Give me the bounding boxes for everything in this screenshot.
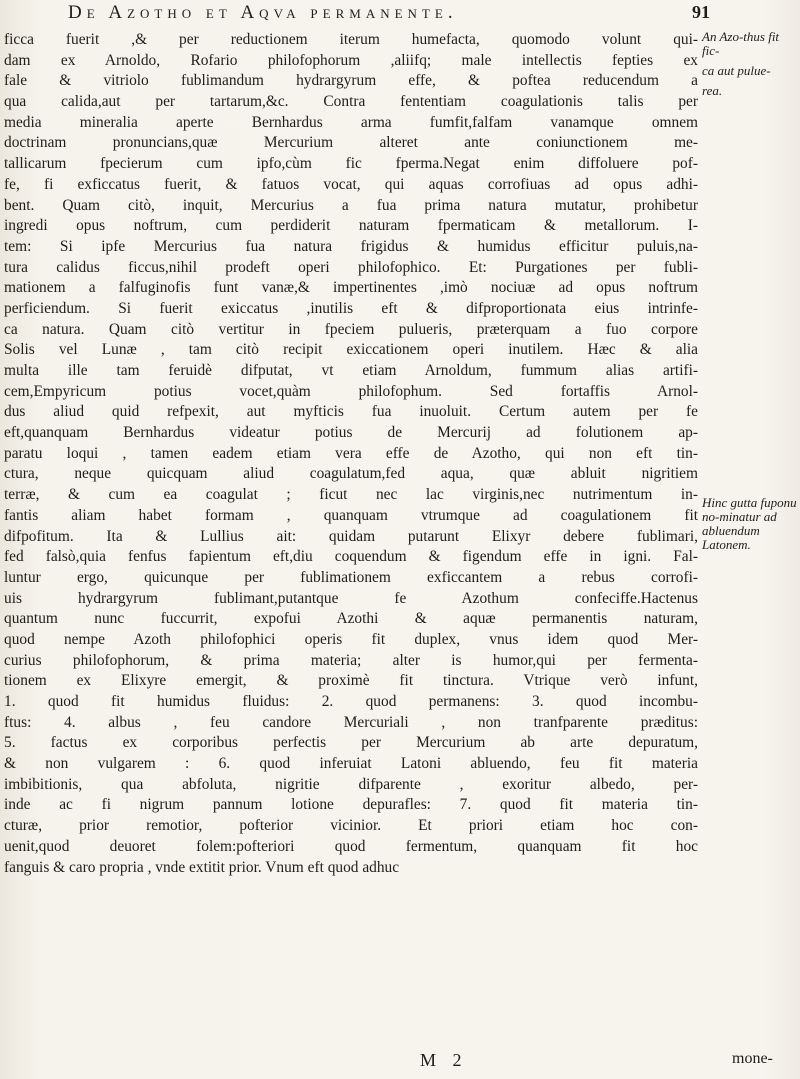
body-text — [4, 30, 698, 878]
text-line: inde ac fi nigrum pannum lotione depurafles: 7. quod fit materia tin- — [4, 796, 698, 814]
text-line: ingredi opus noftrum, cum perdiderit naturam fpermaticam & metallorum. I- — [4, 217, 698, 235]
text-line: ctura, neque quicquam aliud coagulatum,fed aqua, quæ abluit nigritiem — [4, 465, 698, 483]
text-line: quantum nunc fuccurrit, expofui Azothi & aquæ permanentis naturam, — [4, 610, 698, 628]
page-number: 91 — [692, 2, 710, 22]
text-line: perficiendum. Si fuerit exiccatus ,inutilis eft & difproportionata eius intrinfe- — [4, 299, 698, 317]
text-line: cturæ, prior remotior, pofterior vicinior. Et priori etiam hoc con- — [4, 817, 698, 835]
text-line: bent. Quam citò, inquit, Mercurius a fua prima natura mutatur, prohibetur — [4, 196, 698, 214]
text-line: fale & vitriolo fublimandum hydrargyrum effe, & poftea reducendum a — [4, 72, 698, 90]
text-line: fanguis & caro propria , vnde extitit prior. Vnum eft quod adhuc — [4, 858, 400, 876]
catchword: mone- — [732, 1050, 773, 1067]
text-line: cem,Empyricum potius vocet,quàm philofophum. Sed fortaffis Arnol- — [4, 382, 698, 400]
text-line: dus aliud quid refpexit, aut myfticis fua inuoluit. Certum autem per fe — [4, 403, 698, 421]
text-line: tallicarum fpecierum cum ipfo,cùm fic fperma.Negat enim diffoluere pof- — [4, 155, 698, 173]
text-line: 1. quod fit humidus fluidus: 2. quod permanens: 3. quod incombu- — [4, 693, 698, 710]
text-line: media mineralia aperte Bernhardus arma fumfit,falfam vanamque omnem — [4, 113, 698, 131]
page-footer — [0, 1050, 800, 1076]
text-line: 5. factus ex corporibus perfectis per Mercurium ab arte depuratum, — [4, 734, 698, 752]
text-line: qua calida,aut per tartarum,&c. Contra fententiam coagulationis talis per — [4, 93, 698, 111]
text-line: multa ille tam feruidè difputat, vt etiam Arnoldum, fummum alias artifi- — [4, 362, 698, 379]
text-line: doctrinam pronuncians,quæ Mercurium alteret ante coniunctionem me- — [4, 134, 698, 152]
text-line: terræ, & cum ea coagulat ; ficut nec lac virginis,nec nutrimentum in- — [4, 486, 698, 504]
text-line: fed falsò,quia fenfus fapientum eft,diu coquendum & figendum effe in igni. Fal- — [4, 548, 698, 566]
running-head: De Azotho et Aqva permanente. — [68, 2, 458, 23]
text-line: ca natura. Quam citò vertitur in fpeciem pulueris, præterquam a fuo corpore — [4, 320, 698, 338]
signature-mark: M 2 — [420, 1050, 468, 1070]
text-line: difpofitum. Ita & Lullius ait: quidam putarunt Elixyr debere fublimari, — [4, 527, 698, 545]
margin-note: rea. — [702, 83, 723, 98]
text-line: quod nempe Azoth philofophici operis fit duplex, vnus idem quod Mer- — [4, 630, 698, 648]
text-line: dam ex Arnoldo, Rofario philofophorum ,aliifq; male intellectis fepties ex — [4, 51, 698, 69]
text-line: curius philofophorum, & prima materia; alter is humor,qui per fermenta- — [4, 651, 698, 669]
text-line: fe, fi exficcatus fuerit, & fatuos vocat, qui aquas corrofiuas ad opus adhi- — [4, 175, 698, 193]
text-line: ficca fuerit ,& per reductionem iterum humefacta, quomodo volunt qui- — [4, 31, 698, 48]
text-line: mationem a falfuginofis funt vanæ,& impertinentes ,imò nociuæ ad opus noftrum — [4, 279, 698, 297]
text-line: fantis aliam habet formam , quanquam vtrumque ad coagulationem fit — [4, 506, 698, 524]
text-line: ftus: 4. albus , feu candore Mercuriali , non tranfparente præditus: — [4, 713, 698, 731]
margin-note: Hinc gutta fuponu no-minatur ad abluendum Latonem. — [702, 495, 797, 552]
margin-note: ca aut pulue- — [702, 63, 771, 78]
text-line: luntur ergo, quicunque per fublimationem exficcantem a rebus corrofi- — [4, 568, 698, 586]
text-line: imbibitionis, qua abfoluta, nigritie difparente , exoritur albedo, per- — [4, 775, 698, 793]
text-line: eft,quanquam Bernhardus videatur potius de Mercurij ad folutionem ap- — [4, 424, 698, 442]
text-line: uenit,quod deuoret folem:pofteriori quod fermentum, quanquam fit hoc — [4, 837, 698, 855]
text-line: Solis vel Lunæ , tam citò recipit exiccationem operi inutilem. Hæc & alia — [4, 341, 698, 359]
text-line: tura calidus ficcus,nihil prodeft operi philofophico. Et: Purgationes per fubli- — [4, 258, 698, 276]
text-line: tem: Si ipfe Mercurius fua natura frigidus & humidus efficitur puluis,na- — [4, 237, 698, 255]
text-line: paratu loqui , tamen eadem etiam vera effe de Azotho, qui non eft tin- — [4, 444, 698, 462]
margin-note: An Azo-thus fit fic- — [702, 29, 780, 58]
page-header — [40, 2, 730, 26]
text-line: tionem ex Elixyre emergit, & proximè fit tinctura. Vtrique verò infunt, — [4, 672, 698, 690]
text-line: & non vulgarem : 6. quod inferuiat Latoni abluendo, feu fit materia — [4, 755, 698, 773]
text-line: uis hydrargyrum fublimant,putantque fe Azothum confeciffe.Hactenus — [4, 589, 698, 607]
